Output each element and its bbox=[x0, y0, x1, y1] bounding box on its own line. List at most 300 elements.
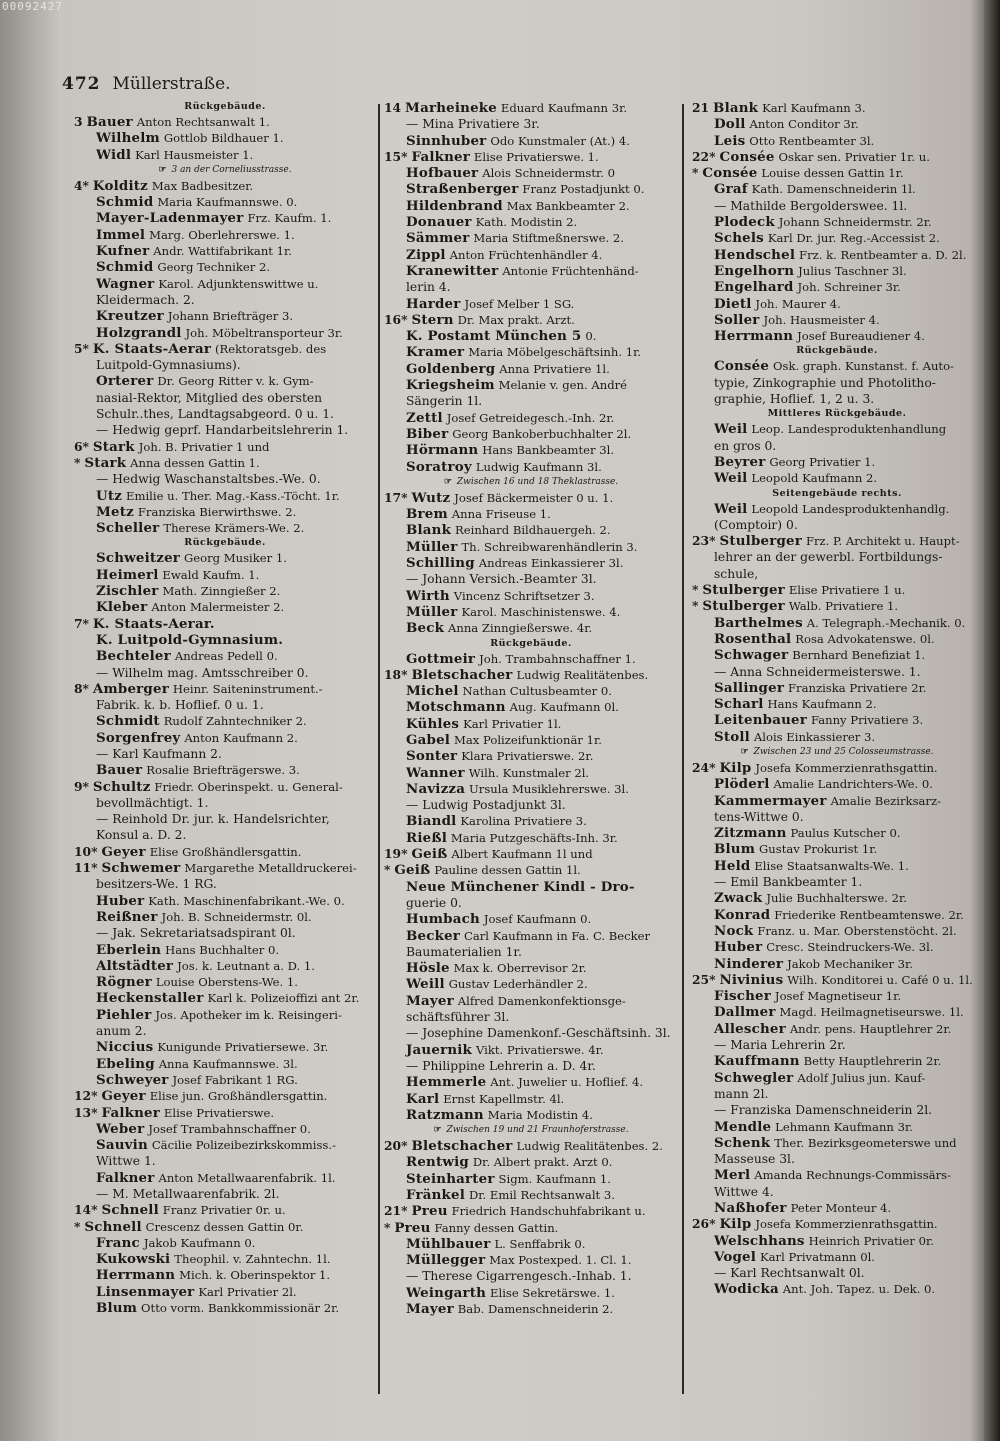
continuation-line: (Comptoir) 0. bbox=[714, 517, 798, 532]
resident-name: Zippl bbox=[406, 246, 446, 263]
directory-entry bbox=[692, 230, 982, 246]
resident-details: Adolf Julius jun. Kauf- bbox=[797, 1070, 926, 1085]
resident-details: Louise dessen Gattin 1r. bbox=[761, 166, 904, 181]
directory-entry bbox=[692, 100, 982, 116]
family-member-line: — Wilhelm mag. Amtsschreiber 0. bbox=[96, 665, 309, 680]
resident-details: Franz Privatier 0r. u. bbox=[162, 1203, 286, 1218]
directory-entry bbox=[384, 1091, 678, 1107]
directory-entry bbox=[74, 762, 376, 778]
directory-entry bbox=[74, 893, 376, 909]
family-member-line: — Emil Bankbeamter 1. bbox=[714, 875, 863, 890]
resident-details: Joh. Schreiner 3r. bbox=[797, 280, 901, 295]
resident-name: Wutz bbox=[411, 489, 451, 506]
resident-details: Vikt. Privatierswe. 4r. bbox=[475, 1042, 604, 1057]
directory-entry bbox=[74, 1088, 376, 1104]
house-number: 8* bbox=[74, 680, 89, 696]
directory-entry bbox=[692, 712, 982, 728]
section-heading: Rückgebäude. bbox=[490, 637, 572, 649]
directory-entry bbox=[384, 732, 678, 748]
resident-details: Odo Kunstmaler (At.) 4. bbox=[490, 133, 630, 148]
directory-entry bbox=[692, 776, 982, 792]
resident-details: Jos. k. Leutnant a. D. 1. bbox=[177, 958, 315, 973]
resident-name: Wirth bbox=[406, 587, 450, 604]
resident-details: Ther. Bezirksgeometerswe und bbox=[774, 1135, 957, 1150]
directory-entry bbox=[692, 149, 982, 165]
resident-name: Engelhard bbox=[714, 279, 794, 296]
directory-entry bbox=[692, 421, 982, 437]
resident-details: Anna Zinngießerswe. 4r. bbox=[448, 621, 593, 636]
directory-entry bbox=[384, 344, 678, 360]
resident-name: Falkner bbox=[96, 1169, 155, 1186]
directory-entry bbox=[692, 1249, 982, 1265]
resident-name: Plöderl bbox=[714, 776, 770, 793]
directory-entry bbox=[74, 308, 376, 324]
resident-name: Weil bbox=[714, 470, 748, 487]
resident-details: Hans Bankbeamter 3l. bbox=[482, 443, 615, 458]
resident-name: Zettl bbox=[406, 409, 443, 426]
continuation-line: Konsul a. D. 2. bbox=[96, 828, 187, 843]
resident-name: Geiß bbox=[394, 862, 431, 879]
resident-details: Anna Kaufmannswe. 3l. bbox=[158, 1056, 298, 1071]
resident-name: Blum bbox=[96, 1300, 138, 1317]
resident-name: Hendschel bbox=[714, 246, 796, 263]
continuation-line: lerin 4. bbox=[406, 280, 451, 295]
resident-details: Emilie u. Ther. Mag.-Kass.-Töcht. 1r. bbox=[126, 488, 340, 503]
directory-entry bbox=[74, 520, 376, 536]
resident-details: Walb. Privatiere 1. bbox=[788, 599, 899, 614]
resident-name: Herrmann bbox=[714, 328, 794, 345]
resident-details: Heinr. Saiteninstrument.- bbox=[172, 681, 323, 696]
directory-entry bbox=[384, 555, 678, 571]
resident-details: Jakob Mechaniker 3r. bbox=[787, 956, 914, 971]
directory-entry bbox=[74, 1284, 376, 1300]
resident-details: Th. Schreibwarenhändlerin 3. bbox=[461, 539, 638, 554]
directory-entry bbox=[384, 361, 678, 377]
resident-name: Soratroy bbox=[406, 458, 472, 475]
resident-name: Huber bbox=[714, 939, 763, 956]
resident-name: Kilp bbox=[719, 759, 752, 776]
resident-details: A. Telegraph.-Mechanik. 0. bbox=[806, 615, 966, 630]
resident-details: Heinrich Privatier 0r. bbox=[808, 1233, 934, 1248]
resident-details: Georg Privatier 1. bbox=[769, 454, 876, 469]
directory-entry bbox=[692, 296, 982, 312]
resident-details: Therese Krämers-We. 2. bbox=[163, 521, 305, 536]
directory-entry bbox=[74, 455, 376, 471]
directory-entry bbox=[384, 490, 678, 506]
resident-details: Franz Postadjunkt 0. bbox=[522, 182, 645, 197]
resident-name: Hörmann bbox=[406, 442, 479, 459]
house-number: 16* bbox=[384, 311, 408, 327]
continuation-line: graphie, Hoflief. 1, 2 u. 3. bbox=[714, 392, 875, 407]
directory-entry bbox=[74, 583, 376, 599]
house-number: 19* bbox=[384, 846, 408, 862]
directory-entry bbox=[384, 1203, 678, 1219]
directory-entry bbox=[74, 341, 376, 357]
house-number: 21 bbox=[692, 100, 710, 115]
resident-details: Joh. B. Privatier 1 und bbox=[138, 439, 270, 454]
directory-entry bbox=[692, 247, 982, 263]
resident-name: Preu bbox=[411, 1203, 448, 1220]
resident-details: Max Badbesitzer. bbox=[151, 178, 254, 193]
directory-entry bbox=[384, 1107, 678, 1123]
resident-name: Sämmer bbox=[406, 230, 470, 247]
resident-name: Gottmeir bbox=[406, 650, 476, 667]
house-number: 5* bbox=[74, 340, 89, 356]
directory-entry bbox=[692, 1004, 982, 1020]
resident-name: Leitenbauer bbox=[714, 712, 808, 729]
resident-details: Josef Fabrikant 1 RG. bbox=[172, 1072, 298, 1087]
directory-entry bbox=[74, 1007, 376, 1023]
resident-name: Geyer bbox=[101, 843, 146, 860]
house-number: * bbox=[692, 165, 699, 181]
resident-name: Widl bbox=[96, 146, 132, 163]
directory-entry bbox=[74, 1202, 376, 1218]
resident-name: Kilp bbox=[719, 1216, 752, 1233]
family-member-line: — Franziska Damenschneiderin 2l. bbox=[714, 1103, 933, 1118]
resident-details: Kath. Damenschneiderin 1l. bbox=[751, 182, 916, 197]
house-number: * bbox=[74, 1218, 81, 1234]
resident-details: Johann Schneidermstr. 2r. bbox=[778, 215, 932, 230]
directory-entry bbox=[384, 960, 678, 976]
resident-name: Schweyer bbox=[96, 1071, 169, 1088]
resident-details: Josef Bureaudiener 4. bbox=[797, 329, 925, 344]
resident-name: Held bbox=[714, 857, 751, 874]
resident-name: Stern bbox=[411, 311, 454, 328]
resident-details: Peter Monteur 4. bbox=[790, 1201, 892, 1215]
resident-details: (Rektoratsgeb. des bbox=[215, 341, 327, 356]
resident-name: Sallinger bbox=[714, 679, 785, 696]
family-member-line: — Karl Kaufmann 2. bbox=[96, 746, 222, 761]
directory-entry bbox=[74, 325, 376, 341]
directory-entry bbox=[384, 426, 678, 442]
page-header bbox=[62, 74, 231, 94]
resident-name: Kukowski bbox=[96, 1251, 171, 1268]
resident-details: Ewald Kaufm. 1. bbox=[162, 567, 260, 582]
directory-entry bbox=[692, 760, 982, 776]
resident-details: Louise Oberstens-We. 1. bbox=[155, 975, 298, 990]
cross-street-note bbox=[74, 163, 376, 178]
resident-name: Müller bbox=[406, 538, 458, 555]
resident-name: Kolditz bbox=[92, 177, 148, 194]
resident-name: Stulberger bbox=[702, 582, 785, 599]
resident-name: Neue Münchener Kindl - Dro- bbox=[406, 878, 635, 895]
directory-entry bbox=[692, 615, 982, 631]
page-number: 472 bbox=[62, 74, 101, 94]
directory-entry bbox=[384, 879, 678, 895]
house-number: 9* bbox=[74, 778, 89, 794]
resident-name: Rießl bbox=[406, 829, 447, 846]
resident-name: Heckenstaller bbox=[96, 990, 204, 1007]
resident-name: Orterer bbox=[96, 373, 154, 390]
resident-name: Amberger bbox=[92, 680, 169, 697]
resident-name: Nock bbox=[714, 922, 754, 939]
resident-name: Falkner bbox=[101, 1104, 160, 1121]
resident-details: Dr. Albert prakt. Arzt 0. bbox=[472, 1155, 613, 1170]
continuation-line: typie, Zinkographie und Photolitho- bbox=[714, 375, 936, 390]
resident-name: Kauffmann bbox=[714, 1053, 800, 1070]
resident-name: Bauer bbox=[86, 114, 133, 130]
resident-name: Becker bbox=[406, 927, 461, 944]
resident-name: Goldenberg bbox=[406, 360, 496, 377]
continuation-line: Fabrik. k. b. Hoflief. 0 u. 1. bbox=[96, 698, 264, 713]
section-heading: Mittleres Rückgebäude. bbox=[767, 408, 907, 420]
directory-entry bbox=[384, 1301, 678, 1317]
house-number: 12* bbox=[74, 1088, 98, 1104]
directory-entry bbox=[74, 210, 376, 226]
resident-name: Schultz bbox=[92, 778, 151, 795]
resident-name: Mayer bbox=[406, 1301, 454, 1318]
resident-name: Weill bbox=[406, 976, 445, 993]
resident-name: Beck bbox=[406, 620, 445, 637]
resident-details: Joh. B. Schneidermstr. 0l. bbox=[161, 909, 312, 924]
resident-name: Altstädter bbox=[96, 957, 174, 974]
pointing-hand-icon: ☞ bbox=[433, 1125, 441, 1136]
continuation-line: Baumaterialien 1r. bbox=[406, 944, 522, 959]
resident-name: Bauer bbox=[96, 762, 143, 779]
resident-name: Rentwig bbox=[406, 1154, 469, 1171]
resident-details: Jakob Kaufmann 0. bbox=[143, 1235, 256, 1250]
directory-entry bbox=[74, 114, 376, 130]
resident-details: Theophil. v. Zahntechn. 1l. bbox=[174, 1252, 331, 1267]
resident-details: Franziska Privatiere 2r. bbox=[788, 680, 927, 695]
directory-entry bbox=[74, 227, 376, 243]
resident-details: Franziska Bierwirthswe. 2. bbox=[137, 504, 297, 519]
directory-entry bbox=[74, 648, 376, 664]
house-number: 21* bbox=[384, 1203, 408, 1219]
resident-name: Biber bbox=[406, 425, 449, 442]
directory-entry bbox=[384, 1074, 678, 1090]
house-number: * bbox=[692, 582, 699, 598]
directory-entry bbox=[692, 1119, 982, 1135]
resident-details: Josefa Kommerzienrathsgattin. bbox=[755, 760, 938, 775]
resident-name: Schels bbox=[714, 230, 764, 247]
directory-entry bbox=[692, 358, 982, 374]
directory-entry bbox=[692, 939, 982, 955]
resident-name: Schilling bbox=[406, 555, 475, 572]
resident-name: Immel bbox=[96, 226, 146, 243]
resident-name: Leis bbox=[714, 132, 746, 149]
resident-name: Schmidt bbox=[96, 713, 160, 730]
directory-entry bbox=[692, 890, 982, 906]
pointing-hand-icon: ☞ bbox=[443, 476, 451, 487]
directory-entry bbox=[74, 1105, 376, 1121]
resident-name: Rosenthal bbox=[714, 630, 792, 647]
resident-name: Blank bbox=[406, 522, 452, 539]
resident-name: Schwemer bbox=[101, 860, 181, 877]
directory-entry bbox=[74, 1251, 376, 1267]
resident-details: Aug. Kaufmann 0l. bbox=[509, 700, 619, 715]
resident-name: Preu bbox=[394, 1219, 431, 1236]
directory-entry bbox=[692, 1135, 982, 1151]
directory-entry bbox=[384, 539, 678, 555]
resident-details: Oskar sen. Privatier 1r. u. bbox=[778, 149, 930, 164]
resident-details: Karl Privatmann 0l. bbox=[759, 1249, 875, 1264]
resident-details: Karl Privatier 2l. bbox=[198, 1284, 297, 1299]
directory-entry bbox=[692, 1070, 982, 1086]
resident-name: Hösle bbox=[406, 960, 450, 977]
directory-entry bbox=[74, 1137, 376, 1153]
resident-name: Kammermayer bbox=[714, 792, 827, 809]
resident-name: Schmid bbox=[96, 259, 154, 276]
directory-entry bbox=[692, 582, 982, 598]
directory-entry bbox=[384, 911, 678, 927]
resident-details: Sigm. Kaufmann 1. bbox=[498, 1171, 611, 1186]
house-number: 18* bbox=[384, 666, 408, 682]
resident-name: Michel bbox=[406, 683, 459, 700]
directory-entry bbox=[384, 459, 678, 475]
resident-name: Sauvin bbox=[96, 1137, 148, 1154]
family-member-line: — Hedwig geprf. Handarbeitslehrerin 1. bbox=[96, 423, 349, 438]
house-number: 24* bbox=[692, 759, 716, 775]
directory-entry bbox=[384, 748, 678, 764]
directory-entry bbox=[74, 974, 376, 990]
cross-street-text: Zwischen 19 und 21 Fraunhoferstrasse. bbox=[446, 1125, 629, 1136]
resident-details: Margarethe Metalldruckerei- bbox=[184, 861, 357, 876]
resident-name: Navizza bbox=[406, 780, 466, 797]
house-number: 13* bbox=[74, 1104, 98, 1120]
resident-details: Friedr. Oberinspekt. u. General- bbox=[154, 779, 343, 794]
directory-entry bbox=[384, 781, 678, 797]
directory-entry bbox=[692, 923, 982, 939]
house-number: 25* bbox=[692, 971, 716, 987]
resident-name: Heimerl bbox=[96, 566, 159, 583]
directory-entry bbox=[692, 907, 982, 923]
pointing-hand-icon: ☞ bbox=[158, 164, 166, 175]
cross-street-note bbox=[384, 475, 678, 490]
resident-details: Josef Bäckermeister 0 u. 1. bbox=[454, 490, 614, 505]
resident-details: Dr. Emil Rechtsanwalt 3. bbox=[468, 1188, 615, 1202]
resident-name: Schenk bbox=[714, 1134, 771, 1151]
directory-entry bbox=[74, 632, 376, 648]
resident-details: Maria Kaufmannswe. 0. bbox=[157, 195, 298, 210]
resident-details: Max Polizeifunktionär 1r. bbox=[454, 732, 602, 747]
directory-entry bbox=[384, 247, 678, 263]
resident-details: Josef Getreidegesch.-Inh. 2r. bbox=[446, 410, 615, 425]
resident-name: Falkner bbox=[411, 148, 470, 165]
resident-name: Utz bbox=[96, 487, 123, 504]
directory-entry bbox=[384, 620, 678, 636]
family-member-line: — Anna Schneidermeisterswe. 1. bbox=[714, 664, 921, 679]
resident-name: Consée bbox=[719, 148, 775, 165]
continuation-line: bevollmächtigt. 1. bbox=[96, 795, 209, 810]
directory-entry bbox=[384, 765, 678, 781]
resident-details: Elise Privatierswe. bbox=[163, 1105, 275, 1120]
resident-details: Johann Briefträger 3. bbox=[167, 309, 294, 324]
resident-details: Josef Trambahnschaffner 0. bbox=[148, 1121, 311, 1136]
resident-name: Schnell bbox=[84, 1218, 142, 1235]
resident-details: Melanie v. gen. André bbox=[498, 378, 628, 393]
family-member-line: — Jak. Sekretariatsadspirant 0l. bbox=[96, 926, 296, 941]
resident-name: Kleber bbox=[96, 599, 148, 616]
resident-name: Bletschacher bbox=[411, 1138, 513, 1155]
resident-details: Ludwig Realitätenbes. bbox=[516, 667, 649, 682]
section-heading: Rückgebäude. bbox=[796, 345, 878, 357]
directory-entry bbox=[692, 988, 982, 1004]
resident-details: Antonie Früchtenhänd- bbox=[502, 263, 639, 278]
resident-details: Dr. Max prakt. Arzt. bbox=[457, 312, 575, 327]
directory-entry bbox=[692, 165, 982, 181]
resident-name: Mayer-Ladenmayer bbox=[96, 210, 244, 227]
continuation-line: en gros 0. bbox=[714, 438, 777, 453]
resident-details: Andreas Pedell 0. bbox=[174, 649, 278, 664]
resident-details: Josefa Kommerzienrathsgattin. bbox=[755, 1217, 938, 1232]
resident-details: Eduard Kaufmann 3r. bbox=[500, 101, 628, 115]
family-member-line: — Therese Cigarrengesch.-Inhab. 1. bbox=[406, 1269, 632, 1284]
resident-name: Mayer bbox=[406, 992, 454, 1009]
resident-details: Elise Privatierswe. 1. bbox=[473, 149, 599, 164]
house-number: 22* bbox=[692, 148, 716, 164]
continuation-line: Luitpold-Gymnasiums). bbox=[96, 358, 241, 373]
resident-name: Wilhelm bbox=[96, 130, 160, 147]
house-number: 26* bbox=[692, 1216, 716, 1232]
resident-name: Plodeck bbox=[714, 214, 775, 231]
resident-details: Andr. Wattifabrikant 1r. bbox=[153, 244, 292, 259]
resident-details: Osk. graph. Kunstanst. f. Auto- bbox=[773, 359, 954, 374]
directory-entry bbox=[384, 506, 678, 522]
resident-details: Paulus Kutscher 0. bbox=[790, 826, 901, 841]
directory-entry bbox=[692, 116, 982, 132]
cross-street-text: Zwischen 16 und 18 Theklastrasse. bbox=[456, 476, 619, 487]
directory-entry bbox=[384, 522, 678, 538]
street-title: Müllerstraße. bbox=[112, 74, 231, 94]
directory-entry bbox=[692, 858, 982, 874]
resident-name: Fränkel bbox=[406, 1187, 466, 1203]
resident-name: Müller bbox=[406, 603, 458, 620]
family-member-line: — Maria Lehrerin 2r. bbox=[714, 1038, 846, 1053]
resident-details: Ludwig Kaufmann 3l. bbox=[475, 459, 602, 474]
resident-name: Biandl bbox=[406, 813, 457, 830]
directory-entry bbox=[74, 194, 376, 210]
resident-details: Josef Magnetiseur 1r. bbox=[774, 989, 902, 1004]
directory-entry bbox=[384, 1171, 678, 1187]
resident-details: Klara Privatierswe. 2r. bbox=[461, 749, 594, 764]
resident-details: Amanda Rechnungs-Commissärs- bbox=[754, 1168, 951, 1183]
directory-entry bbox=[384, 100, 678, 116]
resident-name: Sinnhuber bbox=[406, 132, 487, 149]
resident-details: Josef Melber 1 SG. bbox=[464, 296, 575, 311]
resident-details: Leopold Landesproduktenhandlg. bbox=[751, 501, 950, 516]
directory-entry bbox=[384, 993, 678, 1009]
continuation-line: guerie 0. bbox=[406, 895, 462, 910]
resident-details: Joh. Trambahnschaffner 1. bbox=[479, 651, 636, 666]
directory-entry bbox=[74, 1056, 376, 1072]
resident-details: Crescenz dessen Gattin 0r. bbox=[145, 1219, 304, 1234]
resident-name: Vogel bbox=[714, 1248, 757, 1265]
resident-name: K. Luitpold-Gymnasium. bbox=[96, 631, 284, 648]
resident-name: K. Staats-Aerar bbox=[92, 340, 212, 357]
resident-name: Müllegger bbox=[406, 1252, 486, 1269]
resident-name: Marheineke bbox=[405, 100, 497, 116]
directory-entry bbox=[692, 680, 982, 696]
resident-name: Niccius bbox=[96, 1039, 154, 1056]
resident-details: Andr. pens. Hauptlehrer 2r. bbox=[789, 1021, 952, 1036]
resident-details: Joh. Hausmeister 4. bbox=[763, 312, 880, 327]
resident-details: Otto Rentbeamter 3l. bbox=[749, 133, 875, 148]
family-member-line: — Karl Rechtsanwalt 0l. bbox=[714, 1266, 865, 1281]
directory-entry bbox=[384, 830, 678, 846]
resident-details: Rosa Advokatenswe. 0l. bbox=[795, 631, 935, 646]
directory-entry bbox=[74, 439, 376, 455]
resident-name: Holzgrandl bbox=[96, 324, 182, 341]
resident-name: Ninderer bbox=[714, 955, 784, 972]
directory-entry bbox=[74, 599, 376, 615]
resident-name: Fischer bbox=[714, 988, 771, 1005]
directory-entry bbox=[384, 928, 678, 944]
family-member-line: — Ludwig Postadjunkt 3l. bbox=[406, 798, 566, 813]
resident-details: Jos. Apotheker im k. Reisingeri- bbox=[155, 1007, 342, 1022]
resident-name: Kriegsheim bbox=[406, 377, 495, 394]
directory-entry bbox=[692, 631, 982, 647]
